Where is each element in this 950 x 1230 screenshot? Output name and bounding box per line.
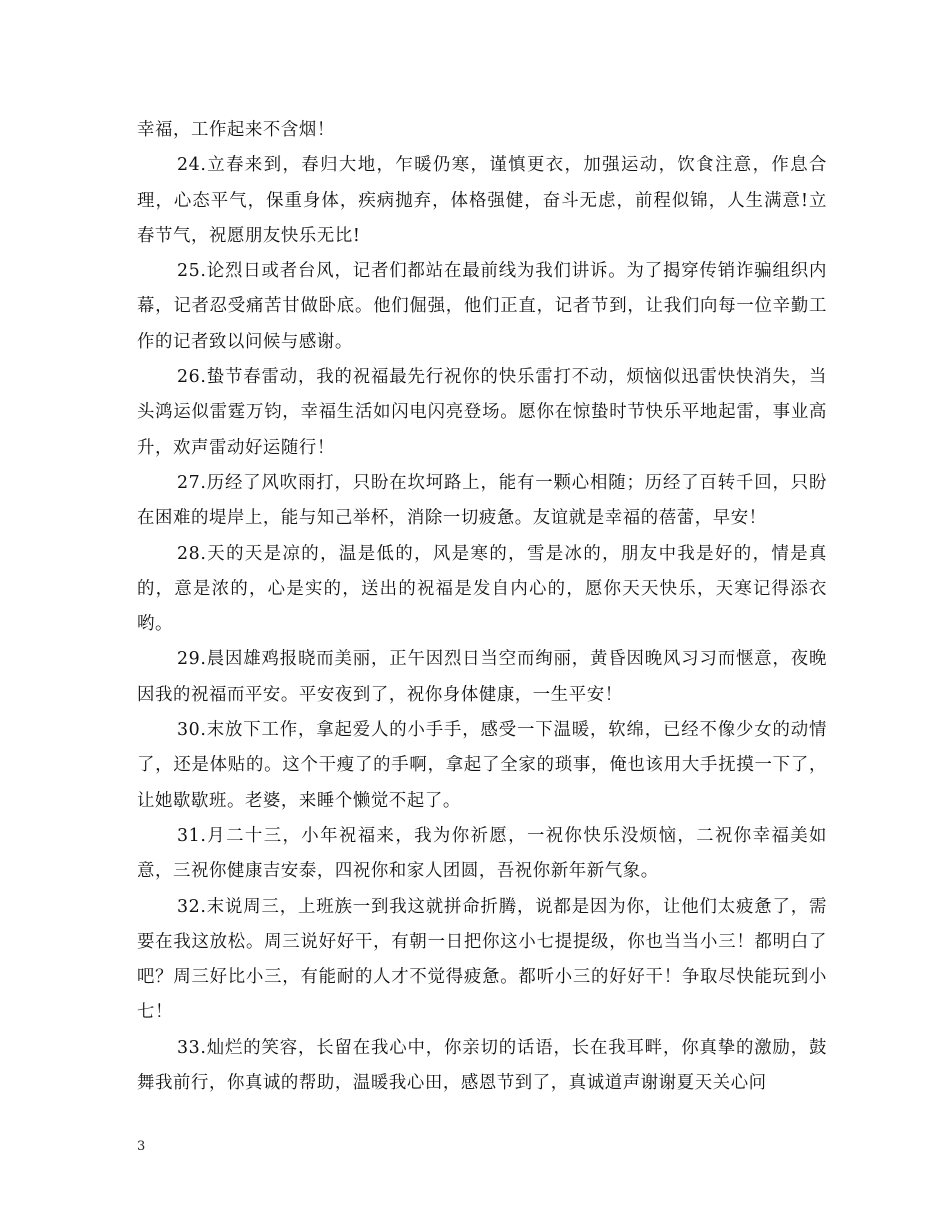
- paragraph-25: 25.论烈日或者台风，记者们都站在最前线为我们讲诉。为了揭穿传销诈骗组织内幕，记者忍受痛苦甘做卧底。他们倔强，他们正直，记者节到，让我们向每一位辛勤工作的记者致以问候与感谢。: [137, 261, 827, 352]
- paragraph-33: 33.灿烂的笑容，长留在我心中，你亲切的话语，长在我耳畔，你真挚的激励，鼓舞我前行，你真诚的帮助，温暖我心田，感恩节到了，真诚道声谢谢夏天关心问: [137, 1037, 827, 1094]
- paragraph-continuation: 幸福，工作起来不含烟！: [137, 120, 335, 140]
- page-number: 3: [137, 1139, 146, 1154]
- paragraph-27: 27.历经了风吹雨打，只盼在坎坷路上，能有一颗心相随；历经了百转千回，只盼在困难的堤岸上，能与知己举杯，消除一切疲惫。友谊就是幸福的蓓蕾，早安！: [137, 472, 827, 529]
- paragraph-32: 32.末说周三，上班族一到我这就拼命折腾，说都是因为你，让他们太疲惫了，需要在我这放松。周三说好好干，有朝一日把你这小七提提级，你也当当小三！都明白了吧？周三好比小三，有能耐的人才不觉得疲惫。都听小三的好好干！争取尽快能玩到小七！: [137, 896, 827, 1023]
- paragraph-31: 31.月二十三，小年祝福来，我为你祈愿，一祝你快乐没烦恼，二祝你幸福美如意，三祝你健康吉安泰，四祝你和家人团圆，吾祝你新年新气象。: [137, 825, 827, 882]
- paragraph-29: 29.晨因雄鸡报晓而美丽，正午因烈日当空而绚丽，黄昏因晚风习习而惬意，夜晚因我的祝福而平安。平安夜到了，祝你身体健康，一生平安！: [137, 649, 827, 705]
- paragraph-28: 28.天的天是凉的，温是低的，风是寒的，雪是冰的，朋友中我是好的，情是真的，意是浓的，心是实的，送出的祝福是发自内心的，愿你天天快乐，天寒记得添衣哟。: [137, 543, 827, 635]
- paragraph-26: 26.蛰节春雷动，我的祝福最先行祝你的快乐雷打不动，烦恼似迅雷快快消失，当头鸿运似雷霆万钧，幸福生活如闪电闪亮登场。愿你在惊蛰时节快乐平地起雷，事业高升，欢声雷动好运随行！: [137, 367, 827, 458]
- paragraph-30: 30.末放下工作，拿起爱人的小手手，感受一下温暖，软绵，已经不像少女的动情了，还是体贴的。这个干瘦了的手啊，拿起了全家的琐事，俺也该用大手抚摸一下了，让她歇歇班。老婆，来睡个懒觉不起了。: [137, 720, 827, 811]
- paragraph-24: 24.立春来到，春归大地，乍暖仍寒，谨慎更衣，加强运动，饮食注意，作息合理，心态平气，保重身体，疾病抛弃，体格强健，奋斗无虑，前程似锦，人生满意!立春节气，祝愿朋友快乐无比!: [137, 155, 827, 246]
- document-body: [137, 113, 827, 1101]
